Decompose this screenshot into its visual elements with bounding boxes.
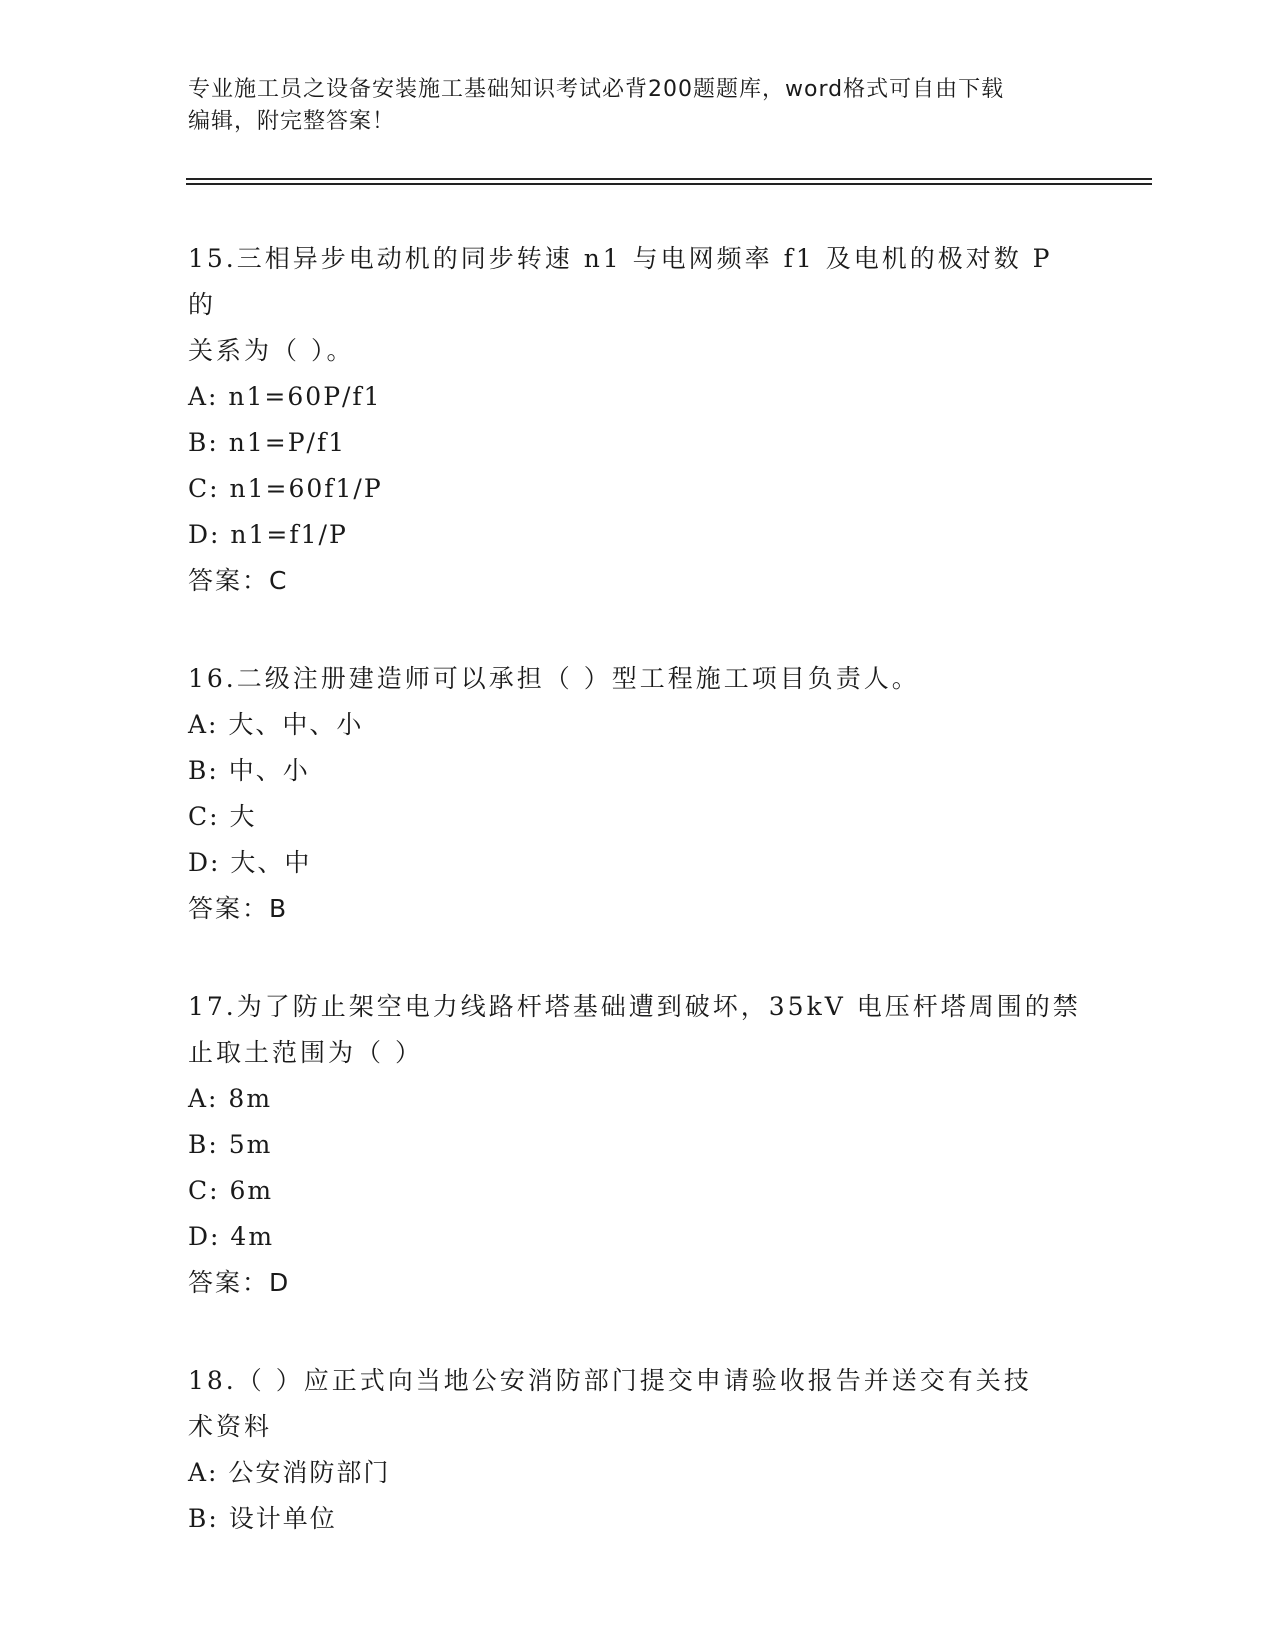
option-d: D: n1=f1/P [188,520,348,549]
question-stem-line: 术资料 [188,1412,273,1441]
question-stem-line: 17.为了防止架空电力线路杆塔基础遭到破坏，35kV 电压杆塔周围的禁 [188,992,1081,1021]
option-b: B: 设计单位 [188,1504,337,1533]
option-c: C: 6m [188,1176,274,1205]
option-d: D: 大、中 [188,848,312,877]
document-header [188,74,1088,138]
option-c: C: n1=60f1/P [188,474,383,503]
option-b: B: n1=P/f1 [188,428,347,457]
answer-line: 答案：B [188,894,289,923]
option-a: A: 大、中、小 [188,710,364,739]
answer-line: 答案：C [188,566,289,595]
option-d: D: 4m [188,1222,275,1251]
question-18 [188,1358,1088,1542]
header-line-1: 专业施工员之设备安装施工基础知识考试必背200题题库，word格式可自由下载 [188,77,1005,102]
option-a: A: 公安消防部门 [188,1458,391,1487]
answer-line: 答案：D [188,1268,291,1297]
option-b: B: 中、小 [188,756,310,785]
question-stem-line: 18.（ ）应正式向当地公安消防部门提交申请验收报告并送交有关技 [188,1366,1032,1395]
question-15 [188,236,1088,604]
option-a: A: 8m [188,1084,273,1113]
option-b: B: 5m [188,1130,273,1159]
option-c: C: 大 [188,802,257,831]
question-list [188,236,1088,1594]
header-divider-top [186,178,1152,180]
question-stem-line: 15.三相异步电动机的同步转速 n1 与电网频率 f1 及电机的极对数 P 的 [188,244,1053,319]
header-line-2: 编辑，附完整答案！ [188,109,396,134]
question-stem-line: 关系为（ ）。 [188,336,355,365]
option-a: A: n1=60P/f1 [188,382,382,411]
question-17 [188,984,1088,1306]
question-stem-line: 止取土范围为（ ） [188,1038,423,1067]
header-divider-bottom [186,183,1152,185]
question-16 [188,656,1088,932]
question-stem-line: 16.二级注册建造师可以承担（ ）型工程施工项目负责人。 [188,664,920,693]
